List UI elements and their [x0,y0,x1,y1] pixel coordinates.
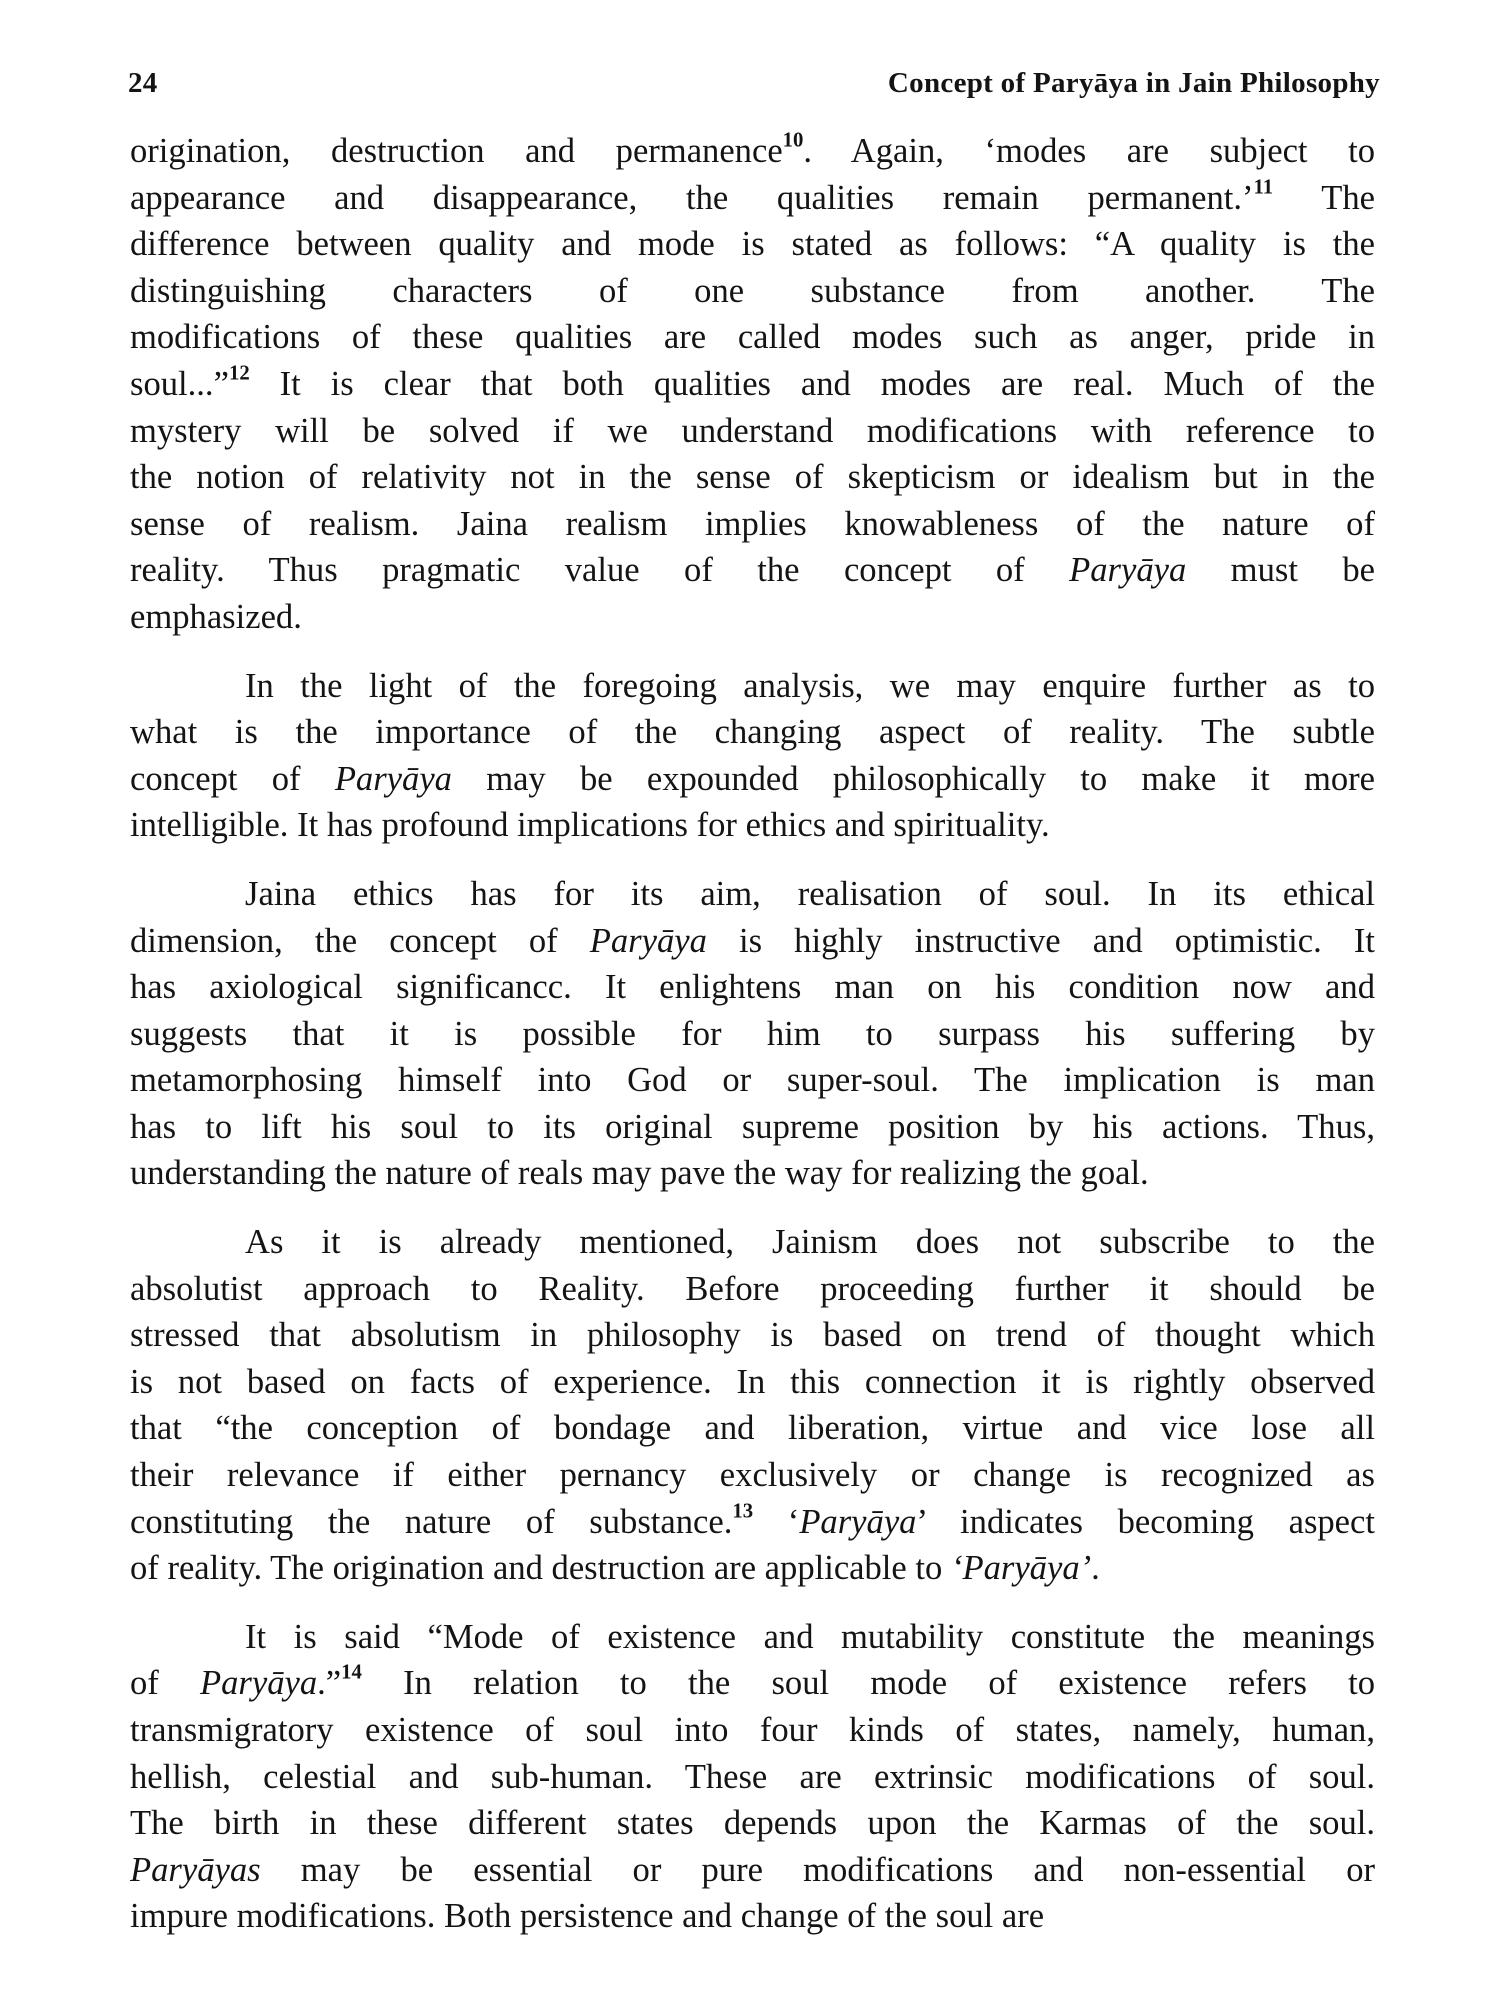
text-line [130,1893,1375,1940]
text-run: soul...” [130,364,229,403]
text-run: what is the importance of the changing aspect of reality. The subtle [130,713,1375,752]
text-run: sense of realism. Jaina realism implies knowableness of the nature of [130,504,1375,543]
italic-term: ‘Paryāya’ [950,1549,1092,1588]
text-line [130,802,1375,849]
text-run: As it is already mentioned, Jainism does not subscribe to the [245,1223,1375,1262]
footnote-ref: 12 [228,362,250,385]
text-line [130,964,1375,1011]
text-line [130,1150,1375,1197]
footnote-ref: 10 [782,129,804,152]
text-run: .” [317,1664,342,1703]
text-run: distinguishing characters of one substance from another. The [130,271,1375,310]
text-run: has axiological significancc. It enlightens man on his condition now and [130,968,1375,1007]
text-line [130,1011,1375,1058]
italic-term: Paryāya [799,1502,917,1541]
page-header [128,52,1380,100]
text-run: metamorphosing himself into God or super-soul. The implication is man [130,1061,1375,1100]
text-line [130,221,1375,268]
text-run: emphasized. [130,597,302,636]
text-run: reality. Thus pragmatic value of the concept of [130,551,1070,590]
text-line [130,871,1375,918]
text-run: It is said “Mode of existence and mutability constitute the meanings [245,1617,1375,1656]
text-run: mystery will be solved if we understand modifications with reference to [130,411,1375,450]
paragraph [130,128,1375,641]
italic-term: Paryāya [200,1664,318,1703]
text-run: may be expounded philosophically to make it more [451,759,1376,798]
text-run: In relation to the soul mode of existence refers to [361,1664,1375,1703]
text-run: that “the conception of bondage and liberation, virtue and vice lose all [130,1409,1375,1448]
text-line [130,454,1375,501]
paragraph [130,663,1375,849]
text-run: ‘ [753,1502,800,1541]
text-line [130,268,1375,315]
text-run: suggests that it is possible for him to surpass his suffering by [130,1014,1375,1053]
text-line [130,1660,1375,1707]
text-line [130,1057,1375,1104]
text-line [130,1359,1375,1406]
text-run: transmigratory existence of soul into four kinds of states, namely, human, [130,1711,1375,1749]
text-line [130,1614,1375,1661]
text-line [130,1452,1375,1499]
text-run: ’ indicates becoming aspect [916,1502,1375,1541]
text-line [130,1312,1375,1359]
text-run: The [1273,178,1375,217]
text-run: In the light of the foregoing analysis, we may enquire further as to [245,666,1375,705]
text-line [130,1754,1375,1801]
text-line [130,1104,1375,1151]
text-run: origination, destruction and permanence [130,132,783,170]
text-run: the notion of relativity not in the sense of skepticism or idealism but in the [130,458,1375,497]
text-line [130,709,1375,756]
text-run: must be [1186,551,1375,590]
text-run: impure modifications. Both persistence and change of the soul are [130,1897,1045,1936]
text-line [130,918,1375,965]
footnote-ref: 11 [1253,176,1274,199]
footnote-ref: 13 [732,1500,754,1523]
text-run: constituting the nature of substance. [130,1502,733,1541]
paragraph [130,871,1375,1197]
text-line [130,361,1375,408]
text-line [130,1800,1375,1847]
text-line [130,128,1375,175]
text-line [130,314,1375,361]
text-line [130,756,1375,803]
text-run: modifications of these qualities are called modes such as anger, pride in [130,318,1375,357]
text-run: difference between quality and mode is stated as follows: “A quality is the [130,225,1375,264]
text-line [130,175,1375,222]
text-line [130,1266,1375,1313]
running-title: Concept of Paryāya in Jain Philosophy [887,67,1380,99]
text-line [130,408,1375,455]
text-run: may be essential or pure modifications and non-essential or [260,1850,1375,1889]
text-line [130,1499,1375,1546]
text-run: of reality. The origination and destruction are applicable to [130,1549,951,1588]
text-run: of [130,1664,201,1703]
text-line [130,594,1375,641]
text-run: . Again, ‘modes are subject to [803,132,1375,170]
text-run: hellish, celestial and sub-human. These are extrinsic modifications of soul. [130,1757,1375,1796]
text-run: absolutist approach to Reality. Before proceeding further it should be [130,1269,1375,1308]
text-line [130,1219,1375,1266]
body-text [130,128,1375,1962]
page-number: 24 [128,67,158,99]
text-line [130,1707,1375,1754]
text-run: Jaina ethics has for its aim, realisation of soul. In its ethical [245,874,1375,913]
italic-term: Paryāya [1069,551,1187,590]
text-run: their relevance if either pernancy exclusively or change is recognized as [130,1456,1375,1495]
text-run: understanding the nature of reals may pave the way for realizing the goal. [130,1154,1149,1193]
text-run: dimension, the concept of [130,921,590,960]
text-line [130,547,1375,594]
text-run: It is clear that both qualities and modes are real. Much of the [249,364,1375,403]
text-run: is not based on facts of experience. In this connection it is rightly observed [130,1362,1375,1401]
footnote-ref: 14 [341,1661,362,1684]
text-run: . [1091,1549,1100,1588]
text-line [130,663,1375,710]
text-run: appearance and disappearance, the qualities remain permanent.’ [130,178,1254,217]
text-line [130,501,1375,548]
text-run: The birth in these different states depends upon the Karmas of the soul. [130,1804,1375,1843]
text-run: has to lift his soul to its original supreme position by his actions. Thus, [130,1107,1375,1146]
paragraph [130,1614,1375,1940]
italic-term: Paryāyas [130,1850,261,1889]
text-line [130,1847,1375,1894]
text-run: stressed that absolutism in philosophy is based on trend of thought which [130,1316,1375,1355]
text-line [130,1405,1375,1452]
italic-term: Paryāya [334,759,452,798]
text-run: intelligible. It has profound implications for ethics and spirituality. [130,806,1050,845]
italic-term: Paryāya [589,921,707,960]
text-run: concept of [130,759,335,798]
text-line [130,1545,1375,1592]
paragraph [130,1219,1375,1592]
text-run: is highly instructive and optimistic. It [706,921,1375,960]
